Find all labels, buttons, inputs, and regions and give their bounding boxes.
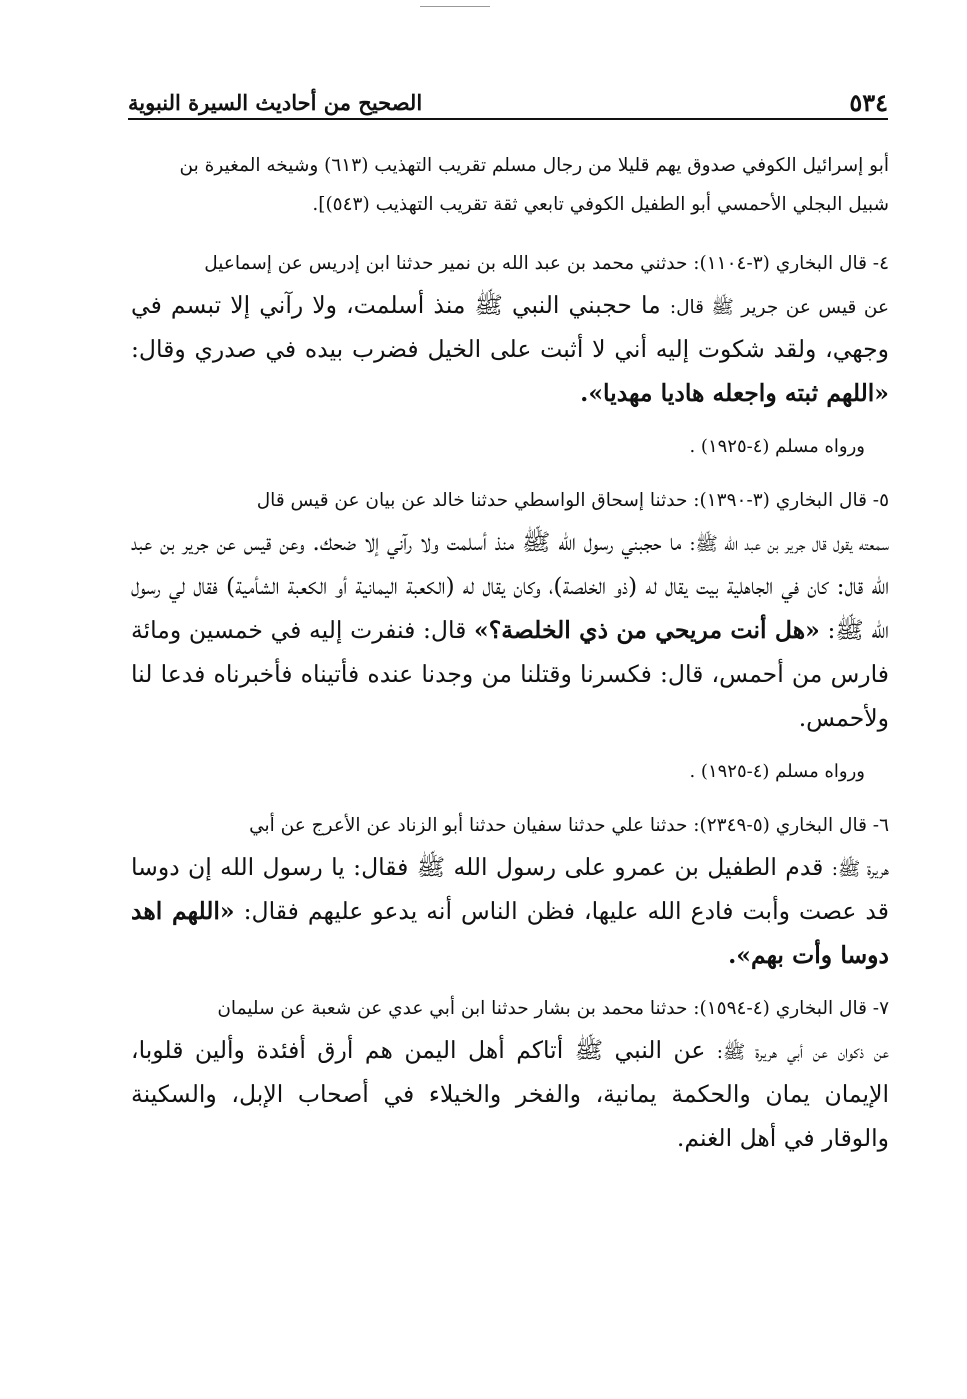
hadith-5-source: ورواه مسلم (٤-١٩٢٥) . bbox=[689, 761, 865, 782]
hadith-5-text bbox=[131, 520, 889, 740]
header-divider bbox=[128, 118, 888, 120]
page-body bbox=[131, 146, 889, 1160]
hadith-4-prophetic-quote: «اللهم ثبته واجعله هاديا مهديا». bbox=[580, 379, 889, 407]
hadith-4 bbox=[131, 244, 889, 467]
top-decorative-rule bbox=[420, 6, 490, 7]
hadith-6-isnad: ٦- قال البخاري (٥-٢٣٤٩): حدثنا علي حدثنا سفيان حدثنا أبو الزناد عن الأعرج عن أبي bbox=[249, 815, 889, 836]
hadith-7-isnad-cont: عن ذكوان عن أبي هريرة ﷺ: bbox=[716, 1042, 889, 1063]
intro-line-2: شبيل البجلي الأحمسي أبو الطفيل الكوفي تابعي ثقة تقريب التهذيب (٥٤٣)]. bbox=[312, 194, 889, 215]
spacer bbox=[131, 224, 889, 244]
intro-paragraph bbox=[131, 146, 889, 224]
hadith-4-isnad-cont: عن قيس عن جرير ﷺ قال: bbox=[669, 297, 890, 318]
hadith-7-matn: عن النبي ﷺ أتاكم أهل اليمن هم أرق أفئدة وألين قلوبا، الإيمان يمان والحكمة يمانية، والفخر والخيلاء في أصحاب الإبل، والسكينة والوقار في أهل الغنم. bbox=[131, 1036, 889, 1152]
hadith-4-source: ورواه مسلم (٤-١٩٢٥) . bbox=[689, 436, 865, 457]
hadith-4-isnad: ٤- قال البخاري (٣-١١٠٤): حدثني محمد بن عبد الله بن نمير حدثنا ابن إدريس عن إسماعيل bbox=[204, 253, 889, 274]
hadith-6-matn: قدم الطفيل بن عمرو على رسول الله ﷺ فقال: يا رسول الله إن دوسا قد عصت وأبت فادع الله عليها، فظن الناس أنه يدعو عليهم فقال: bbox=[131, 853, 889, 925]
hadith-7 bbox=[131, 989, 889, 1160]
hadith-6-prophetic-quote: «اللهم اهد دوسا وأت بهم». bbox=[131, 897, 889, 969]
hadith-5-isnad-cont: سمعته يقول قال جرير بن عبد الله ﷺ: bbox=[689, 534, 889, 555]
hadith-4-text bbox=[131, 283, 889, 415]
hadith-5 bbox=[131, 481, 889, 792]
hadith-6 bbox=[131, 806, 889, 977]
hadith-7-isnad: ٧- قال البخاري (٤-١٥٩٤): حدثنا محمد بن بشار حدثنا ابن أبي عدي عن شعبة عن سليمان bbox=[217, 998, 889, 1019]
running-header bbox=[128, 88, 888, 122]
hadith-6-isnad-cont: هريرة ﷺ: bbox=[831, 859, 889, 880]
hadith-5-matn-2: قال: فنفرت إليه في خمسين ومائة فارس من أحمس، قال: فكسرنا وقتلنا من وجدنا عنده فأتيناه فأخبرناه فدعا لنا ولأحمس. bbox=[131, 616, 889, 732]
hadith-5-prophetic-quote: «هل أنت مريحي من ذي الخلصة؟» bbox=[474, 616, 820, 644]
page-number: ٥٣٤ bbox=[849, 88, 888, 117]
hadith-5-isnad: ٥- قال البخاري (٣-١٣٩٠): حدثنا إسحاق الواسطي حدثنا خالد عن بيان عن قيس قال bbox=[256, 490, 889, 511]
hadith-6-text bbox=[131, 845, 889, 977]
intro-line-1: أبو إسرائيل الكوفي صدوق يهم قليلا من رجال مسلم تقريب التهذيب (٦١٣) وشيخه المغيرة بن bbox=[179, 155, 889, 176]
running-title: الصحيح من أحاديث السيرة النبوية bbox=[128, 90, 423, 115]
hadith-4-matn: ما حجبني النبي ﷺ منذ أسلمت، ولا رآني إلا تبسم في وجهي، ولقد شكوت إليه أني لا أثبت على الخيل فضرب بيده في صدري وقال: bbox=[131, 291, 889, 363]
hadith-7-text bbox=[131, 1028, 889, 1160]
spacer bbox=[131, 977, 889, 989]
hadith-5-matn-1: ما حجبني رسول الله ﷺ منذ أسلمت ولا رآني إلا ضحك. وعن قيس عن جرير بن عبد الله قال: كان في الجاهلية بيت يقال له (ذو الخلصة)، وكان يقال له (الكعبة اليمانية أو الكعبة الشأمية) فقال لي رسول الله ﷺ: bbox=[131, 528, 889, 644]
